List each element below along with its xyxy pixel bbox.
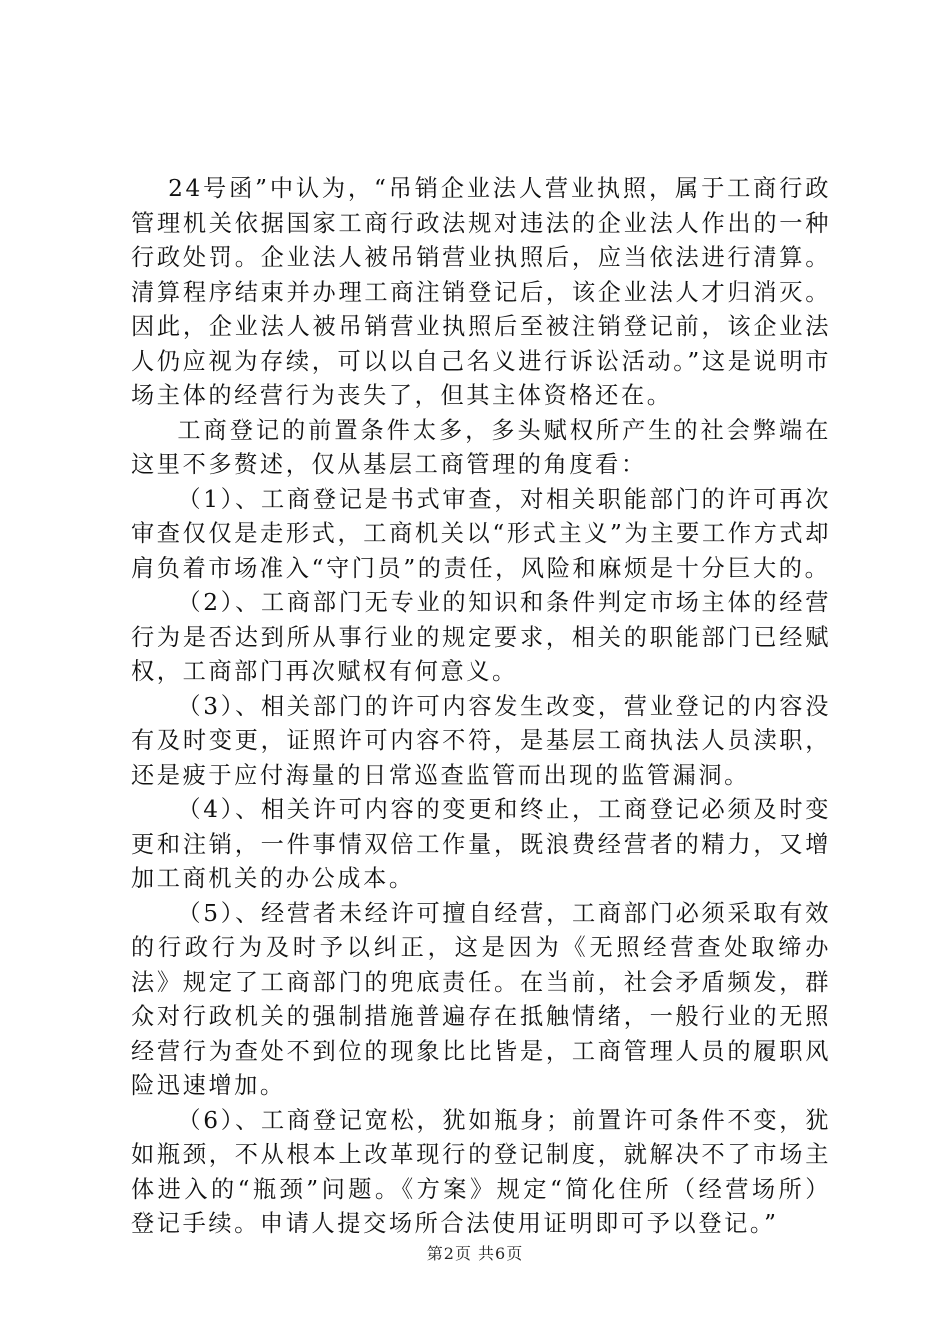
body-text: [131, 172, 831, 1242]
paragraph-court-letter: 24号函”中认为，“吊销企业法人营业执照，属于工商行政管理机关依据国家工商行政法规对违法的企业法人作出的一种行政处罚。企业法人被吊销营业执照后，应当依法进行清算。清算程序结束并办理工商注销登记后，该企业法人才归消灭。因此，企业法人被吊销营业执照后至被注销登记前，该企业法人仍应视为存续，可以以自己名义进行诉讼活动。”这是说明市场主体的经营行为丧失了，但其主体资格还在。: [131, 175, 831, 409]
paragraph-point-2: （2）、工商部门无专业的知识和条件判定市场主体的经营行为是否达到所从事行业的规定要求，相关的职能部门已经赋权，工商部门再次赋权有何意义。: [131, 589, 831, 685]
paragraph-point-6: （6）、工商登记宽松，犹如瓶身；前置许可条件不变，犹如瓶颈，不从根本上改革现行的登记制度，就解决不了市场主体进入的“瓶颈”问题。《方案》规定“简化住所（经营场所）登记手续。申请人提交场所合法使用证明即可予以登记。”: [131, 1106, 831, 1237]
paragraph-point-3: （3）、相关部门的许可内容发生改变，营业登记的内容没有及时变更，证照许可内容不符，是基层工商执法人员渎职，还是疲于应付海量的日常巡查监管而出现的监管漏洞。: [131, 692, 831, 789]
paragraph-point-5: （5）、经营者未经许可擅自经营，工商部门必须采取有效的行政行为及时予以纠正，这是因为《无照经营查处取缔办法》规定了工商部门的兜底责任。在当前，社会矛盾频发，群众对行政机关的强制措施普遍存在抵触情绪，一般行业的无照经营行为查处不到位的现象比比皆是，工商管理人员的履职风险迅速增加。: [131, 899, 831, 1099]
page-number-footer: 第2页 共6页: [426, 1244, 524, 1263]
paragraph-point-1: （1）、工商登记是书式审查，对相关职能部门的许可再次审查仅仅是走形式，工商机关以“形式主义”为主要工作方式却肩负着市场准入“守门员”的责任，风险和麻烦是十分巨大的。: [131, 485, 831, 582]
paragraph-preconditions: 工商登记的前置条件太多，多头赋权所产生的社会弊端在这里不多赘述，仅从基层工商管理的角度看：: [131, 416, 831, 478]
paragraph-point-4: （4）、相关许可内容的变更和终止，工商登记必须及时变更和注销，一件事情双倍工作量，既浪费经营者的精力，又增加工商机关的办公成本。: [131, 796, 831, 892]
